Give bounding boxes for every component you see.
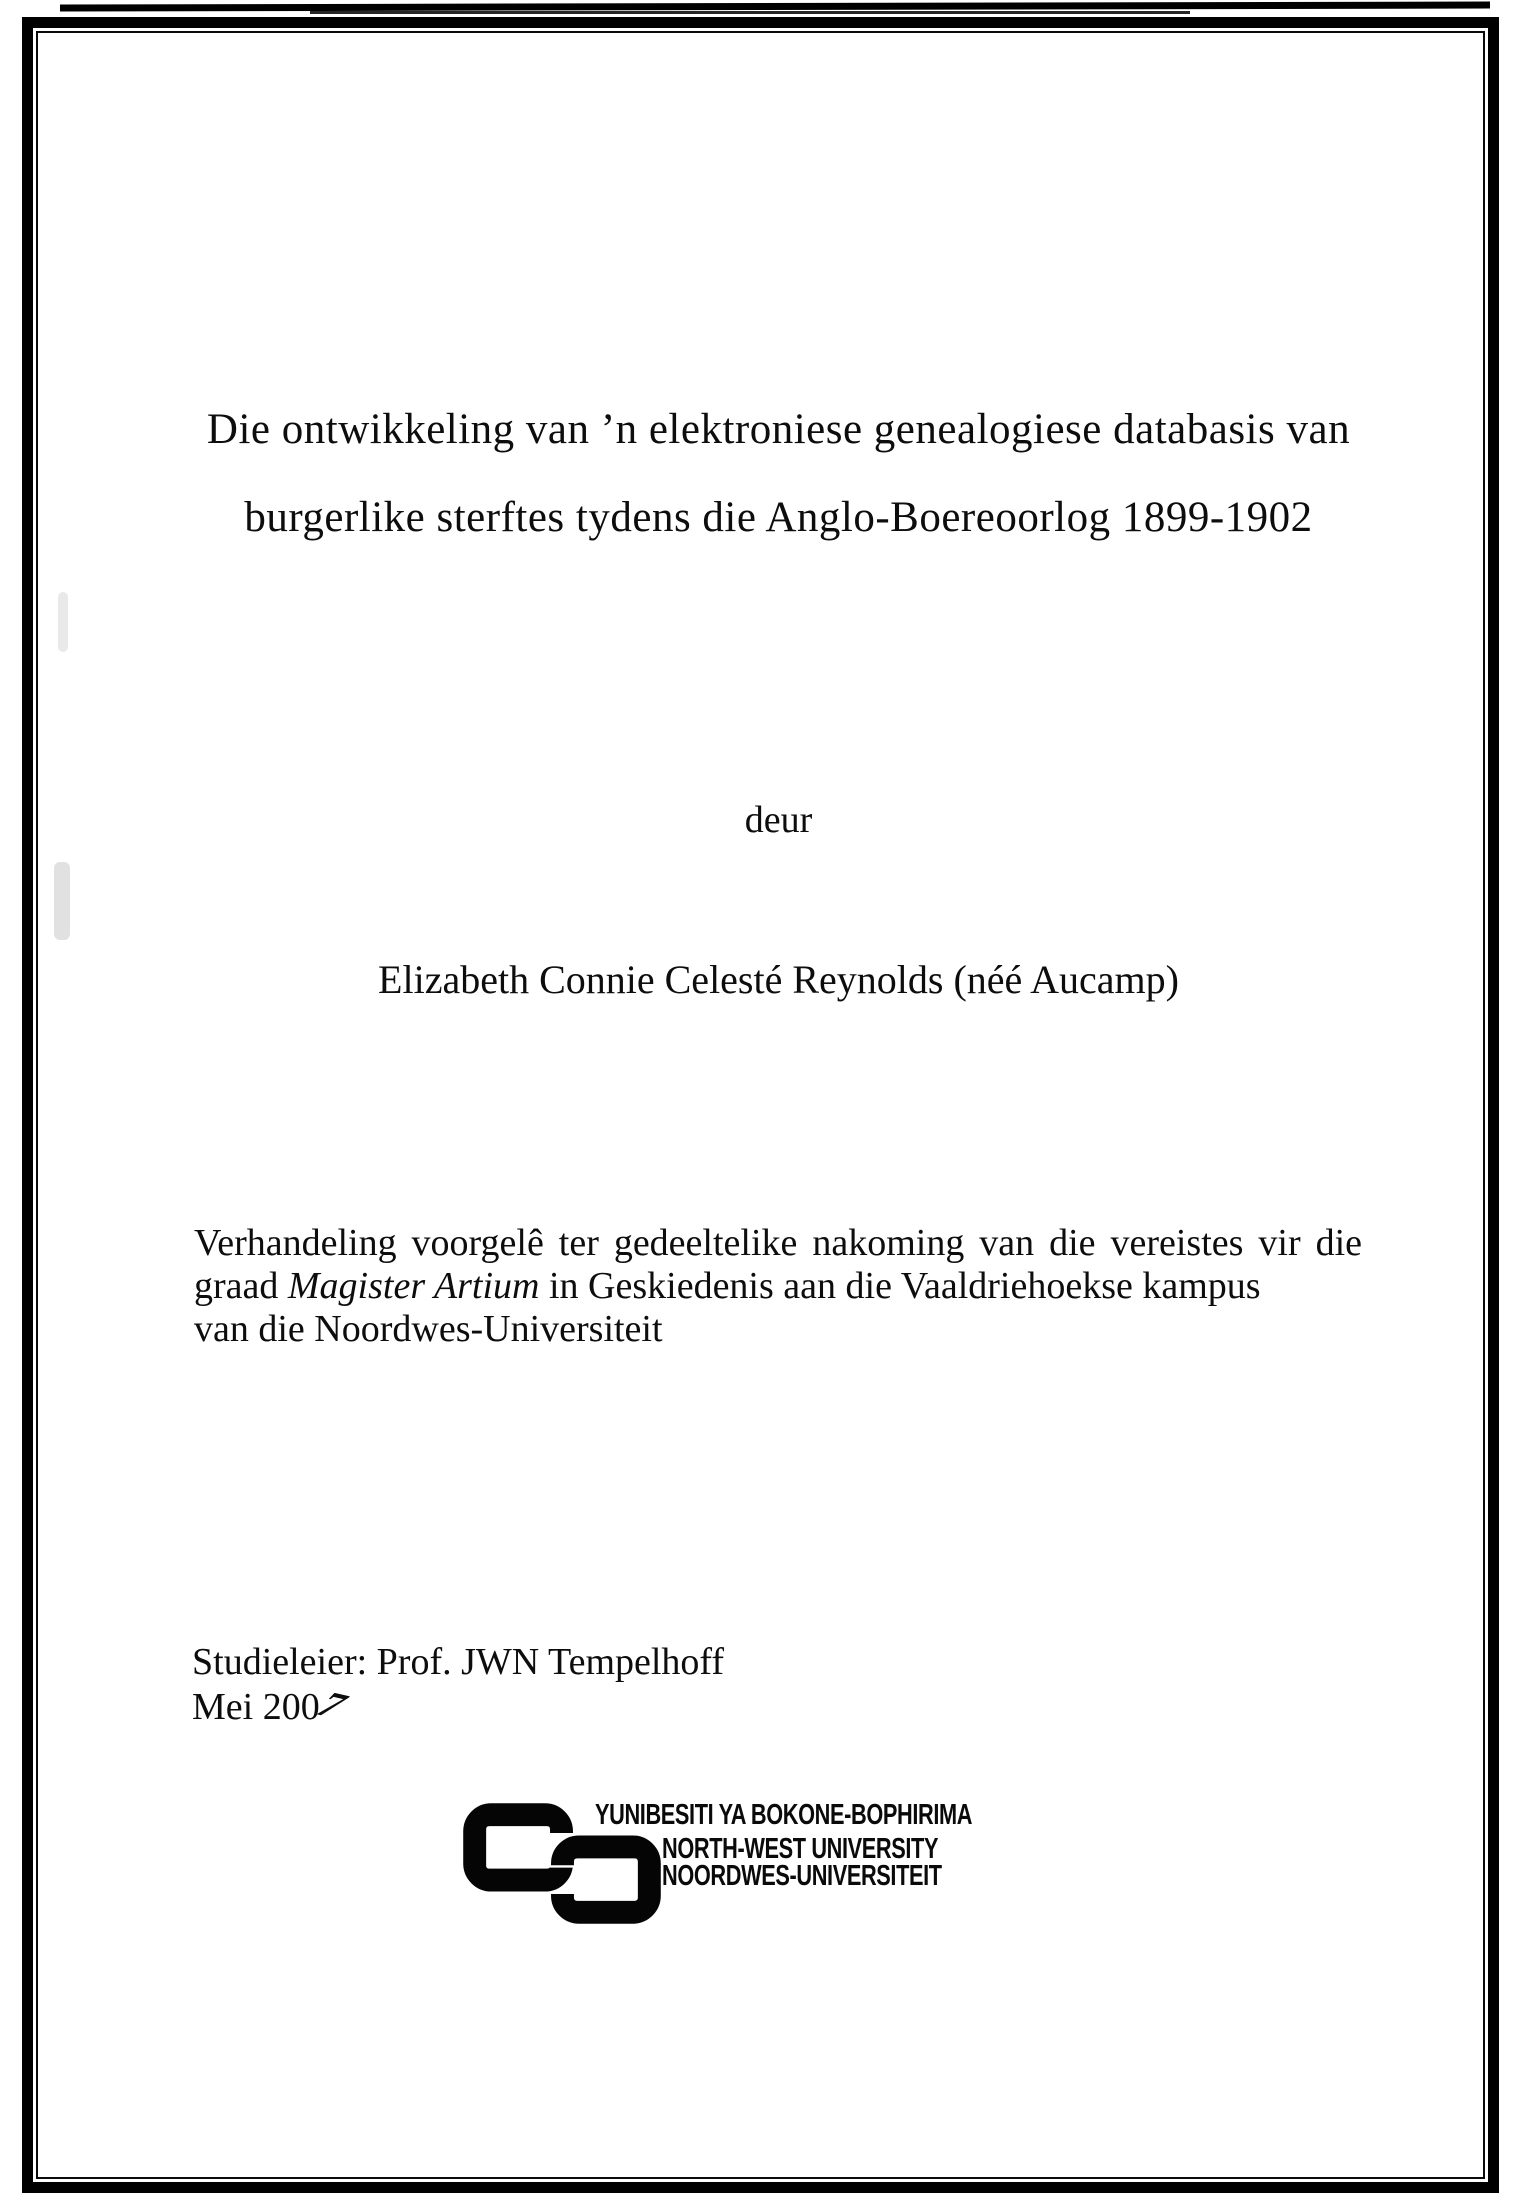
supervisor-line: Studieleier: Prof. JWN Tempelhoff [192,1641,725,1683]
declaration-line-1: Verhandeling voorgelê ter gedeeltelike nakoming van die vereistes vir die [194,1222,1362,1264]
declaration-line-3: van die Noordwes-Universiteit [194,1308,663,1350]
date-final-digit: 7 [305,1685,357,1726]
date-line [192,1685,724,1730]
scan-artifact [310,11,1190,14]
scan-artifact [60,2,1490,12]
declaration-line-2-suffix: in Geskiedenis aan die Vaaldriehoekse kampus [539,1265,1261,1307]
declaration-line-2-prefix: graad [194,1265,288,1307]
nwu-logo [462,1800,1022,1935]
author-name: Elizabeth Connie Celesté Reynolds (néé Aucamp) [378,957,1179,1002]
thesis-title [30,386,1527,562]
title-line-1: Die ontwikkeling van ’n elektroniese genealogiese databasis van [206,406,1351,453]
logo-line-setswana: YUNIBESITI YA BOKONE-BOPHIRIMA [595,1799,973,1831]
logo-line-english: NORTH-WEST UNIVERSITY [662,1833,939,1865]
byline: deur [744,799,813,841]
date-prefix: Mei 200 [192,1686,320,1728]
logo-line-afrikaans: NOORDWES-UNIVERSITEIT [662,1860,942,1892]
degree-name: Magister Artium [287,1265,540,1307]
title-line-2: burgerlike sterftes tydens die Anglo-Boereoorlog 1899-1902 [244,494,1313,541]
declaration-line-2 [194,1265,1362,1308]
declaration-paragraph [194,1222,1362,1351]
supervisor-block [192,1640,724,1730]
